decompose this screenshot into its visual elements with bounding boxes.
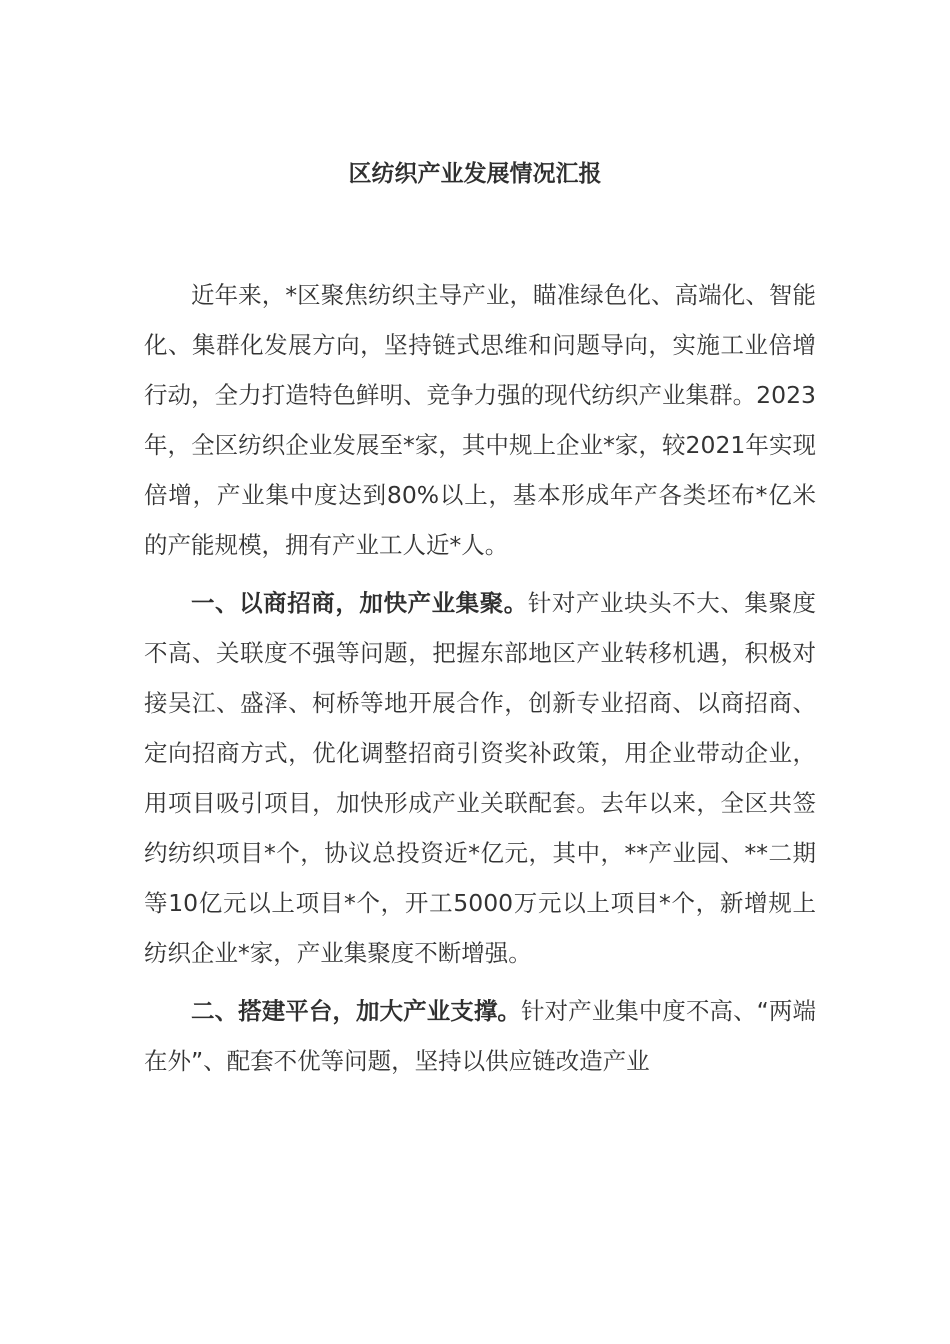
paragraph-text: 针对产业块头不大、集聚度不高、关联度不强等问题，把握东部地区产业转移机遇，积极对接吴江、盛泽、柯桥等地开展合作，创新专业招商、以商招商、定向招商方式，优化调整招商引资奖补政策，用企业带动企业，用项目吸引项目，加快形成产业关联配套。去年以来，全区共签约纺织项目*个，协议总投资近*亿元，其中，**产业园、**二期等10亿元以上项目*个，开工5000万元以上项目*个，新增规上纺织企业*家，产业集聚度不断增强。 <box>144 589 817 967</box>
section-heading-1: 一、以商招商，加快产业集聚。 <box>191 589 528 617</box>
section-heading-2: 二、搭建平台，加大产业支撑。 <box>191 997 521 1025</box>
paragraph-text: 针对产业集中度不高、“两端在外”、配套不优等问题，坚持以供应链改造产业 <box>144 997 816 1075</box>
paragraph-intro <box>144 270 816 570</box>
document-title: 区纺织产业发展情况汇报 <box>348 161 602 187</box>
document-body <box>144 270 816 1094</box>
paragraph-section-1 <box>144 578 816 978</box>
paragraph-section-2 <box>144 986 816 1086</box>
paragraph-text: 近年来，*区聚焦纺织主导产业，瞄准绿色化、高端化、智能化、集群化发展方向，坚持链式思维和问题导向，实施工业倍增行动，全力打造特色鲜明、竞争力强的现代纺织产业集群。2023年，全区纺织企业发展至*家，其中规上企业*家，较2021年实现倍增，产业集中度达到80%以上，基本形成年产各类坯布*亿米的产能规模，拥有产业工人近*人。 <box>144 281 816 559</box>
